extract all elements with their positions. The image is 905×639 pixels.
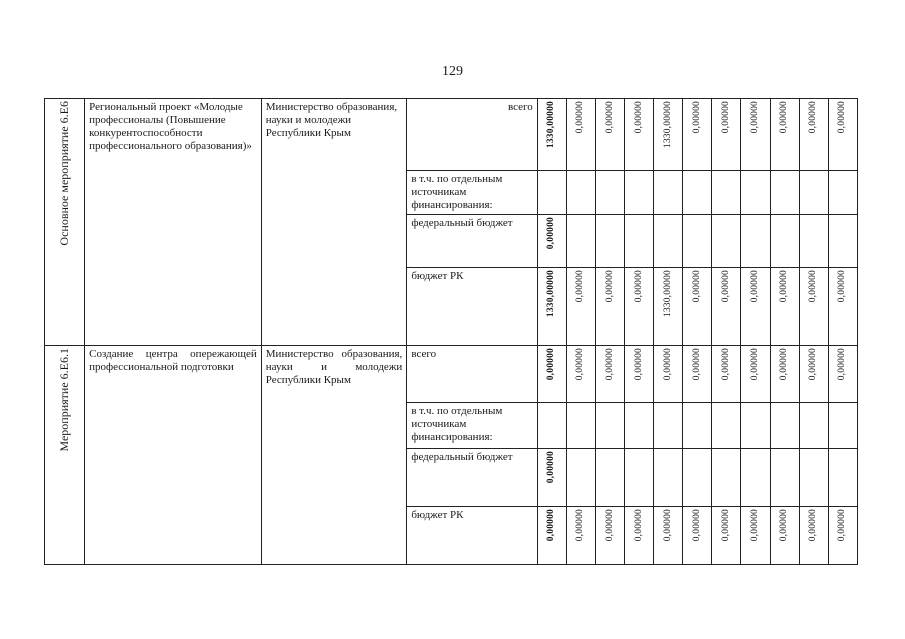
value-text: 0,00000 xyxy=(604,270,615,303)
value-cell xyxy=(595,449,624,507)
value-cell xyxy=(799,346,828,403)
value-cell xyxy=(537,171,566,215)
value-cell xyxy=(595,171,624,215)
value-cell xyxy=(566,99,595,171)
value-cell xyxy=(625,215,654,268)
value-cell xyxy=(683,346,712,403)
value-cell xyxy=(741,268,770,346)
value-text: 0,00000 xyxy=(720,101,731,134)
value-text: 0,00000 xyxy=(575,348,586,381)
value-cell xyxy=(712,346,741,403)
value-text: 0,00000 xyxy=(720,348,731,381)
value-cell xyxy=(828,507,857,565)
value-cell xyxy=(741,215,770,268)
value-cell xyxy=(683,171,712,215)
value-text: 1330,00000 xyxy=(546,101,557,149)
value-cell xyxy=(770,268,799,346)
value-text: 0,00000 xyxy=(749,509,760,542)
value-text: 0,00000 xyxy=(779,270,790,303)
value-text: 0,00000 xyxy=(662,509,673,542)
value-cell xyxy=(770,507,799,565)
value-cell xyxy=(799,268,828,346)
value-text: 0,00000 xyxy=(837,101,848,134)
funding-source-cell: всего xyxy=(407,99,537,171)
value-text: 0,00000 xyxy=(837,348,848,381)
value-text: 0,00000 xyxy=(779,101,790,134)
value-text: 0,00000 xyxy=(808,270,819,303)
measure-name-cell: Региональный проект «Молодые профессионалы (Повышение конкурентоспособности профессионального образования)» xyxy=(85,99,262,346)
value-cell xyxy=(712,449,741,507)
value-cell xyxy=(770,215,799,268)
value-cell xyxy=(625,171,654,215)
value-cell xyxy=(683,403,712,449)
value-text: 0,00000 xyxy=(749,101,760,134)
value-cell xyxy=(741,171,770,215)
value-cell xyxy=(712,215,741,268)
value-cell xyxy=(654,215,683,268)
value-cell xyxy=(741,403,770,449)
value-text: 0,00000 xyxy=(633,101,644,134)
value-cell xyxy=(770,403,799,449)
value-cell xyxy=(770,99,799,171)
value-text: 0,00000 xyxy=(604,101,615,134)
value-cell xyxy=(828,403,857,449)
funding-source-cell: в т.ч. по отдельным источникам финансирования: xyxy=(407,171,537,215)
value-cell xyxy=(828,171,857,215)
value-text: 0,00000 xyxy=(837,270,848,303)
value-cell xyxy=(537,215,566,268)
value-text: 0,00000 xyxy=(691,270,702,303)
value-text: 0,00000 xyxy=(808,101,819,134)
value-text: 1330,00000 xyxy=(662,101,673,149)
value-text: 0,00000 xyxy=(779,348,790,381)
value-text: 0,00000 xyxy=(575,270,586,303)
value-text: 0,00000 xyxy=(691,348,702,381)
value-cell xyxy=(654,507,683,565)
value-text: 0,00000 xyxy=(546,217,557,250)
value-cell xyxy=(799,99,828,171)
value-text: 0,00000 xyxy=(575,509,586,542)
value-cell xyxy=(654,268,683,346)
value-text: 0,00000 xyxy=(720,270,731,303)
value-cell xyxy=(654,171,683,215)
value-cell xyxy=(683,215,712,268)
value-text: 0,00000 xyxy=(604,348,615,381)
value-cell xyxy=(566,403,595,449)
funding-source-cell: бюджет РК xyxy=(407,268,537,346)
value-text: 0,00000 xyxy=(691,509,702,542)
value-text: 0,00000 xyxy=(546,509,557,542)
value-text: 0,00000 xyxy=(720,509,731,542)
budget-table xyxy=(44,98,858,565)
value-cell xyxy=(595,403,624,449)
value-text: 0,00000 xyxy=(749,348,760,381)
value-text: 0,00000 xyxy=(749,270,760,303)
value-cell xyxy=(712,171,741,215)
value-text: 0,00000 xyxy=(808,509,819,542)
value-cell xyxy=(828,215,857,268)
value-cell xyxy=(828,346,857,403)
value-cell xyxy=(741,346,770,403)
budget-table-body xyxy=(45,99,858,565)
value-cell xyxy=(654,99,683,171)
measure-code-label: Мероприятие 6.Е6.1 xyxy=(57,348,72,452)
value-cell xyxy=(537,268,566,346)
value-cell xyxy=(712,507,741,565)
value-cell xyxy=(654,346,683,403)
table-row xyxy=(45,346,858,403)
value-cell xyxy=(537,99,566,171)
value-cell xyxy=(566,268,595,346)
value-cell xyxy=(741,449,770,507)
executor-cell: Министерство образования, науки и молодежи Республики Крым xyxy=(261,346,407,565)
value-cell xyxy=(799,403,828,449)
value-cell xyxy=(537,346,566,403)
value-cell xyxy=(654,449,683,507)
value-cell xyxy=(595,346,624,403)
value-cell xyxy=(799,449,828,507)
value-cell xyxy=(537,507,566,565)
value-cell xyxy=(683,449,712,507)
value-text: 0,00000 xyxy=(604,509,615,542)
value-text: 0,00000 xyxy=(633,509,644,542)
value-cell xyxy=(566,507,595,565)
value-cell xyxy=(741,99,770,171)
value-cell xyxy=(712,403,741,449)
value-cell xyxy=(595,507,624,565)
page-number: 129 xyxy=(442,64,463,79)
value-cell xyxy=(712,99,741,171)
funding-source-cell: федеральный бюджет xyxy=(407,215,537,268)
value-text: 1330,00000 xyxy=(662,270,673,318)
value-cell xyxy=(566,346,595,403)
measure-name-cell: Создание центра опережающей профессиональной подготовки xyxy=(85,346,262,565)
value-cell xyxy=(799,171,828,215)
table-row xyxy=(45,99,858,171)
funding-source-cell: всего xyxy=(407,346,537,403)
value-text: 0,00000 xyxy=(575,101,586,134)
value-text: 0,00000 xyxy=(546,348,557,381)
value-cell xyxy=(625,99,654,171)
value-text: 0,00000 xyxy=(691,101,702,134)
value-text: 0,00000 xyxy=(779,509,790,542)
value-cell xyxy=(537,449,566,507)
value-cell xyxy=(828,268,857,346)
measure-code-cell xyxy=(45,346,85,565)
value-cell xyxy=(770,346,799,403)
funding-source-cell: в т.ч. по отдельным источникам финансирования: xyxy=(407,403,537,449)
value-cell xyxy=(770,449,799,507)
value-cell xyxy=(625,346,654,403)
value-cell xyxy=(537,403,566,449)
executor-cell: Министерство образования, науки и молодежи Республики Крым xyxy=(261,99,407,346)
value-cell xyxy=(625,507,654,565)
value-cell xyxy=(828,449,857,507)
value-cell xyxy=(595,268,624,346)
value-text: 0,00000 xyxy=(633,348,644,381)
value-cell xyxy=(654,403,683,449)
value-cell xyxy=(625,403,654,449)
value-cell xyxy=(828,99,857,171)
value-cell xyxy=(683,268,712,346)
funding-source-cell: бюджет РК xyxy=(407,507,537,565)
value-cell xyxy=(595,215,624,268)
value-cell xyxy=(566,215,595,268)
value-cell xyxy=(799,507,828,565)
value-text: 0,00000 xyxy=(662,348,673,381)
value-cell xyxy=(595,99,624,171)
value-cell xyxy=(770,171,799,215)
value-text: 0,00000 xyxy=(546,451,557,484)
value-cell xyxy=(566,449,595,507)
value-cell xyxy=(683,99,712,171)
measure-code-label: Основное мероприятие 6.Е6 xyxy=(57,101,72,246)
value-text: 0,00000 xyxy=(808,348,819,381)
value-cell xyxy=(625,449,654,507)
value-cell xyxy=(566,171,595,215)
value-cell xyxy=(741,507,770,565)
value-cell xyxy=(683,507,712,565)
value-text: 1330,00000 xyxy=(546,270,557,318)
value-text: 0,00000 xyxy=(633,270,644,303)
value-text: 0,00000 xyxy=(837,509,848,542)
funding-source-cell: федеральный бюджет xyxy=(407,449,537,507)
value-cell xyxy=(712,268,741,346)
measure-code-cell xyxy=(45,99,85,346)
value-cell xyxy=(625,268,654,346)
value-cell xyxy=(799,215,828,268)
